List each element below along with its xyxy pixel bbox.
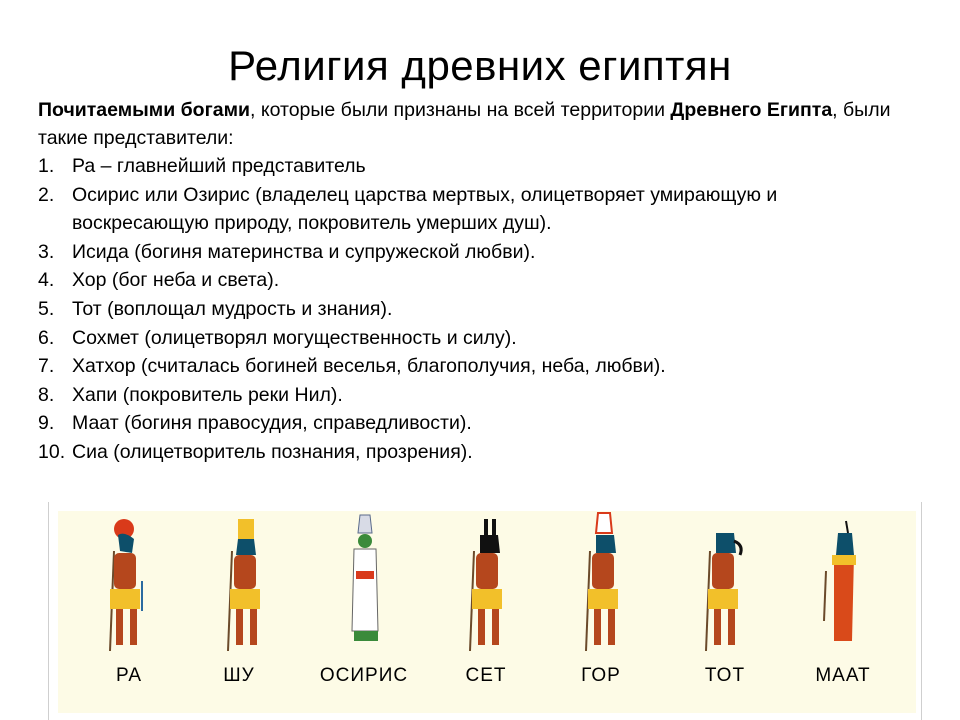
list-text: Сохмет (олицетворял могущественность и силу).	[72, 326, 517, 349]
list-number: 9.	[38, 412, 55, 435]
list-item	[38, 438, 918, 467]
list-text: Исида (богиня материнства и супружеской любви).	[72, 240, 536, 263]
intro-paragraph	[38, 96, 918, 152]
intro-bold-gods: Почитаемыми богами	[38, 99, 250, 121]
god-figure-shu	[228, 519, 260, 651]
intro-text-2: , были такие представители:	[38, 99, 891, 149]
list-item	[38, 152, 918, 181]
list-text: Сиа (олицетворитель познания, прозрения).	[72, 440, 473, 463]
list-item	[38, 238, 918, 267]
list-number: 6.	[38, 326, 55, 349]
list-item	[38, 266, 918, 295]
list-item	[38, 295, 918, 324]
list-number: 5.	[38, 297, 55, 320]
list-item	[38, 409, 918, 438]
list-number: 7.	[38, 355, 55, 378]
list-item	[38, 324, 918, 353]
intro-bold-egypt: Древнего Египта	[670, 99, 833, 121]
label-gor: ГОР	[581, 665, 621, 686]
list-number: 8.	[38, 383, 55, 406]
list-text: Хатхор (считалась богиней веселья, благополучия, неба, любви).	[72, 355, 666, 378]
list-text: Хапи (покровитель реки Нил).	[72, 383, 343, 406]
list-text: Осирис или Озирис (владелец царства мертвых, олицетворяет умирающую и воскресающую природу, покровитель умерших душ).	[72, 183, 778, 235]
slide-title: Религия древних египтян	[228, 42, 732, 89]
label-tot: ТОТ	[704, 665, 746, 686]
list-number: 4.	[38, 269, 55, 292]
list-text: Маат (богиня правосудия, справедливости).	[72, 412, 472, 435]
god-figure-maat	[824, 521, 856, 641]
god-figure-gor	[586, 513, 618, 651]
list-number: 2.	[38, 183, 55, 206]
list-number: 1.	[38, 155, 55, 177]
god-figure-ra	[110, 519, 142, 651]
gods-illustration	[58, 511, 916, 713]
list-item	[38, 381, 918, 410]
label-osiris: ОСИРИС	[319, 665, 409, 686]
list-item	[38, 181, 918, 238]
list-text: Тот (воплощал мудрость и знания).	[72, 297, 393, 320]
list-item	[38, 352, 918, 381]
gods-list	[38, 152, 918, 467]
list-text: Хор (бог неба и света).	[72, 269, 280, 292]
label-set: СЕТ	[465, 665, 507, 686]
god-figure-set	[470, 519, 502, 651]
list-text: Ра – главнейший представитель	[72, 155, 366, 177]
list-number: 10.	[38, 440, 66, 463]
label-shu: ШУ	[223, 665, 255, 686]
god-figure-tot	[706, 533, 741, 651]
label-ra: РА	[115, 665, 143, 686]
god-figure-osiris	[352, 515, 378, 641]
label-maat: МААТ	[815, 665, 871, 686]
intro-text-1: , которые были признаны на всей территории	[249, 99, 671, 121]
list-number: 3.	[38, 240, 55, 263]
